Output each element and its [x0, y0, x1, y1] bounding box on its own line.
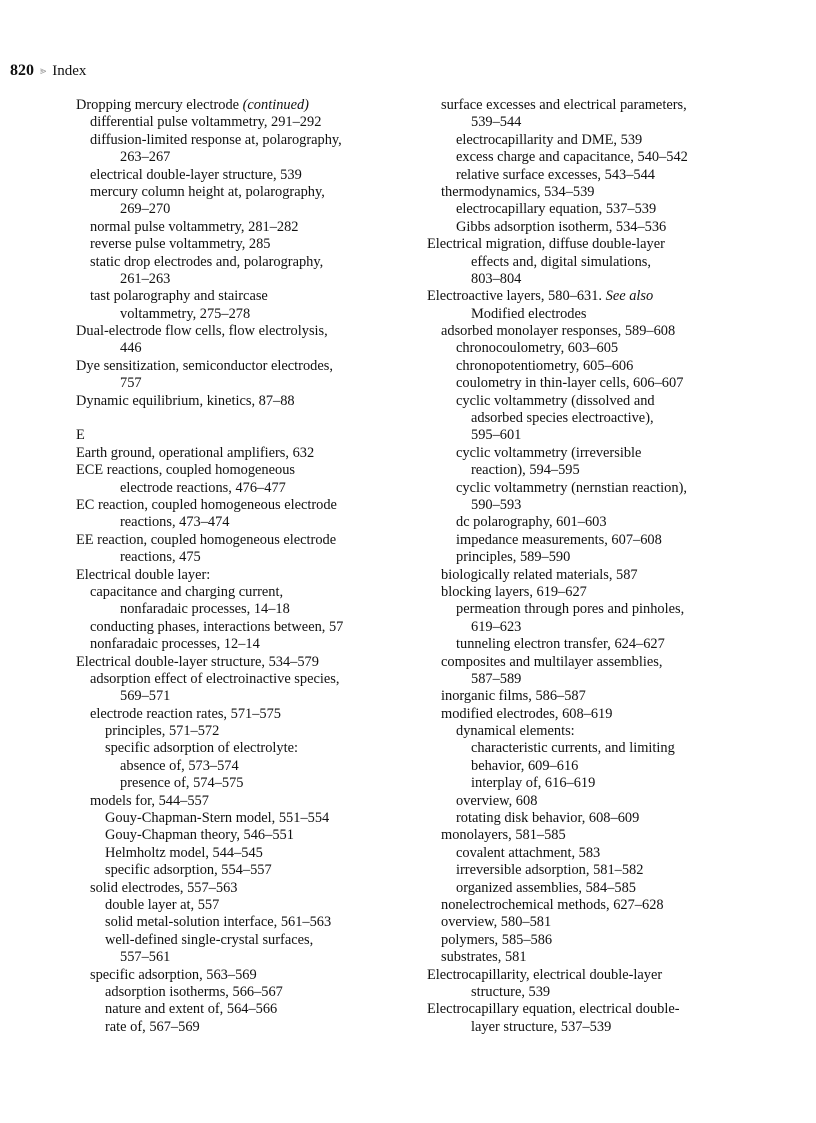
entry-text: 619–623: [471, 618, 522, 635]
entry-text: Gouy-Chapman theory, 546–551: [105, 827, 294, 844]
entry-text: Electrocapillary equation, electrical double-: [427, 1001, 680, 1018]
index-entry: [427, 810, 767, 827]
entry-text: 757: [120, 375, 142, 392]
index-entry: [76, 845, 406, 862]
entry-text: overview, 580–581: [441, 914, 552, 931]
entry-text: Electrocapillarity, electrical double-layer: [427, 966, 663, 983]
section-letter: [76, 427, 406, 444]
index-entry: [427, 532, 767, 549]
index-entry: [76, 758, 406, 775]
index-entry: [76, 723, 406, 740]
index-entry: [427, 862, 767, 879]
header-arrow-icon: ⪢: [40, 65, 47, 77]
index-entry: [427, 1001, 767, 1018]
entry-text: Helmholtz model, 544–545: [105, 844, 263, 861]
page-number: 820: [10, 62, 34, 79]
entry-text: 587–589: [471, 670, 522, 687]
index-entry: [76, 984, 406, 1001]
entry-text: tast polarography and staircase: [90, 288, 268, 305]
entry-text: voltammetry, 275–278: [120, 305, 251, 322]
entry-text: 590–593: [471, 496, 522, 513]
index-entry: [76, 254, 406, 271]
entry-text: Dynamic equilibrium, kinetics, 87–88: [76, 392, 295, 409]
index-entry: [76, 393, 406, 410]
index-entry: [427, 97, 767, 114]
index-entry: [76, 288, 406, 305]
index-entry: [427, 340, 767, 357]
index-entry: [427, 914, 767, 931]
entry-text: solid metal-solution interface, 561–563: [105, 914, 332, 931]
index-entry: [76, 897, 406, 914]
entry-text: reactions, 475: [120, 549, 201, 566]
index-entry: [427, 149, 767, 166]
index-entry: [76, 514, 406, 531]
entry-text: excess charge and capacitance, 540–542: [456, 149, 688, 166]
entry-text: mercury column height at, polarography,: [90, 183, 325, 200]
index-entry: [427, 410, 767, 427]
index-entry: [427, 845, 767, 862]
index-entry: [427, 549, 767, 566]
index-entry: [427, 654, 767, 671]
entry-text: covalent attachment, 583: [456, 844, 601, 861]
entry-text: nonfaradaic processes, 14–18: [120, 601, 290, 618]
entry-text: nonfaradaic processes, 12–14: [90, 636, 260, 653]
entry-text: specific adsorption of electrolyte:: [105, 740, 299, 757]
index-entry: [76, 480, 406, 497]
entry-text: E: [76, 427, 85, 444]
index-entry: [76, 462, 406, 479]
index-entry: [427, 167, 767, 184]
index-entry: [76, 827, 406, 844]
entry-text: adsorbed monolayer responses, 589–608: [441, 323, 676, 340]
blank-line: [76, 410, 406, 427]
entry-text: 269–270: [120, 201, 171, 218]
index-entry: [427, 584, 767, 601]
index-entry: [427, 427, 767, 444]
entry-text: Modified electrodes: [471, 305, 587, 322]
index-entry: [76, 323, 406, 340]
entry-text: blocking layers, 619–627: [441, 583, 587, 600]
entry-text: normal pulse voltammetry, 281–282: [90, 218, 299, 235]
index-entry: [76, 740, 406, 757]
index-entry: [76, 1001, 406, 1018]
entry-text: modified electrodes, 608–619: [441, 705, 613, 722]
entry-text: cyclic voltammetry (irreversible: [456, 444, 642, 461]
entry-text: overview, 608: [456, 792, 538, 809]
entry-text: specific adsorption, 554–557: [105, 862, 272, 879]
entry-text: Dropping mercury electrode: [76, 97, 243, 113]
entry-text: characteristic currents, and limiting: [471, 740, 675, 757]
index-entry: [76, 271, 406, 288]
entry-text: inorganic films, 586–587: [441, 688, 586, 705]
index-entry: [427, 706, 767, 723]
index-entry: [427, 288, 767, 305]
entry-text: capacitance and charging current,: [90, 583, 284, 600]
entry-text: 557–561: [120, 949, 171, 966]
index-entry: [76, 236, 406, 253]
entry-text: coulometry in thin-layer cells, 606–607: [456, 375, 684, 392]
index-entry: [427, 567, 767, 584]
index-entry: [427, 758, 767, 775]
entry-text: cyclic voltammetry (dissolved and: [456, 392, 655, 409]
entry-text: reaction), 594–595: [471, 462, 580, 479]
index-entry: [427, 254, 767, 271]
entry-text: behavior, 609–616: [471, 757, 579, 774]
index-entry: [76, 184, 406, 201]
entry-text: tunneling electron transfer, 624–627: [456, 636, 665, 653]
entry-text: well-defined single-crystal surfaces,: [105, 931, 314, 948]
index-entry: [76, 584, 406, 601]
index-entry: [76, 688, 406, 705]
index-entry: [76, 967, 406, 984]
section-title: Index: [52, 63, 87, 79]
index-entry: [76, 445, 406, 462]
index-entry: [427, 827, 767, 844]
index-entry: [76, 201, 406, 218]
entry-text: differential pulse voltammetry, 291–292: [90, 114, 322, 131]
index-entry: [76, 497, 406, 514]
index-entry: [427, 740, 767, 757]
entry-text: chronocoulometry, 603–605: [456, 340, 619, 357]
entry-text: cyclic voltammetry (nernstian reaction),: [456, 479, 687, 496]
entry-text: permeation through pores and pinholes,: [456, 601, 685, 618]
entry-text: Electroactive layers, 580–631.: [427, 288, 606, 305]
entry-text: composites and multilayer assemblies,: [441, 653, 663, 670]
index-entry: [76, 219, 406, 236]
entry-text: solid electrodes, 557–563: [90, 879, 238, 896]
index-entry: [76, 914, 406, 931]
entry-text: electrocapillary equation, 537–539: [456, 201, 657, 218]
entry-text: ECE reactions, coupled homogeneous: [76, 462, 296, 479]
index-entry: [427, 723, 767, 740]
index-entry: [76, 793, 406, 810]
index-entry: [427, 984, 767, 1001]
index-entry: [427, 967, 767, 984]
entry-text: electrode reaction rates, 571–575: [90, 705, 281, 722]
entry-text: irreversible adsorption, 581–582: [456, 862, 644, 879]
index-entry: [76, 932, 406, 949]
index-entry: [427, 132, 767, 149]
index-entry: [427, 445, 767, 462]
index-entry: [76, 654, 406, 671]
entry-text: EC reaction, coupled homogeneous electrode: [76, 496, 337, 513]
entry-text: reactions, 473–474: [120, 514, 230, 531]
index-entry: [76, 880, 406, 897]
entry-text: impedance measurements, 607–608: [456, 531, 662, 548]
entry-text: EE reaction, coupled homogeneous electrode: [76, 531, 337, 548]
index-entry: [427, 688, 767, 705]
index-entry: [427, 375, 767, 392]
entry-text: effects and, digital simulations,: [471, 253, 651, 270]
entry-text: nonelectrochemical methods, 627–628: [441, 896, 664, 913]
entry-text: Gibbs adsorption isotherm, 534–536: [456, 218, 667, 235]
entry-text: diffusion-limited response at, polarography,: [90, 131, 342, 148]
index-entry: [76, 340, 406, 357]
index-entry: [427, 880, 767, 897]
index-entry: [427, 236, 767, 253]
index-entry: [76, 775, 406, 792]
entry-text: Earth ground, operational amplifiers, 632: [76, 444, 315, 461]
entry-text: Gouy-Chapman-Stern model, 551–554: [105, 810, 330, 827]
entry-text: rotating disk behavior, 608–609: [456, 810, 640, 827]
entry-text: polymers, 585–586: [441, 931, 553, 948]
index-entry: [427, 1019, 767, 1036]
entry-text: interplay of, 616–619: [471, 775, 596, 792]
entry-text: Dual-electrode flow cells, flow electrolysis,: [76, 323, 328, 340]
index-entry: [427, 462, 767, 479]
entry-text: static drop electrodes and, polarography,: [90, 253, 324, 270]
entry-text: 569–571: [120, 688, 171, 705]
entry-text: surface excesses and electrical parameters,: [441, 97, 687, 113]
index-entry: [76, 706, 406, 723]
index-entry: [427, 480, 767, 497]
index-entry: [76, 97, 406, 114]
index-entry: [76, 636, 406, 653]
entry-text: relative surface excesses, 543–544: [456, 166, 655, 183]
index-entry: [76, 132, 406, 149]
index-entry: [76, 306, 406, 323]
entry-text: electrocapillarity and DME, 539: [456, 131, 643, 148]
entry-text: biologically related materials, 587: [441, 566, 638, 583]
entry-text: thermodynamics, 534–539: [441, 183, 595, 200]
entry-text: Dye sensitization, semiconductor electrodes,: [76, 357, 333, 374]
entry-text: organized assemblies, 584–585: [456, 879, 636, 896]
index-entry: [76, 1019, 406, 1036]
index-entry: [76, 862, 406, 879]
entry-text: adsorption isotherms, 566–567: [105, 983, 283, 1000]
index-entry: [76, 671, 406, 688]
index-entry: [427, 323, 767, 340]
index-entry: [76, 532, 406, 549]
entry-text: electrode reactions, 476–477: [120, 479, 286, 496]
entry-text: principles, 571–572: [105, 723, 220, 740]
entry-text: double layer at, 557: [105, 896, 220, 913]
entry-text: chronopotentiometry, 605–606: [456, 357, 634, 374]
index-entry: [427, 619, 767, 636]
index-entry: [76, 601, 406, 618]
entry-text: principles, 589–590: [456, 549, 571, 566]
entry-text: substrates, 581: [441, 949, 527, 966]
entry-text: nature and extent of, 564–566: [105, 1001, 278, 1018]
index-entry: [76, 567, 406, 584]
entry-text: absence of, 573–574: [120, 757, 239, 774]
entry-text: 539–544: [471, 114, 522, 131]
entry-text: 595–601: [471, 427, 522, 444]
index-entry: [427, 775, 767, 792]
entry-text: Electrical double layer:: [76, 566, 211, 583]
index-entry: [427, 393, 767, 410]
index-entry: [76, 375, 406, 392]
index-entry: [76, 810, 406, 827]
entry-text: structure, 539: [471, 983, 551, 1000]
index-entry: [427, 671, 767, 688]
entry-italic-text: See also: [605, 288, 654, 305]
index-column-right: [427, 97, 767, 1036]
entry-text: models for, 544–557: [90, 792, 209, 809]
entry-text: adsorption effect of electroinactive species,: [90, 670, 340, 687]
index-entry: [427, 949, 767, 966]
entry-text: reverse pulse voltammetry, 285: [90, 236, 271, 253]
entry-text: layer structure, 537–539: [471, 1018, 612, 1035]
index-entry: [76, 949, 406, 966]
index-entry: [76, 358, 406, 375]
index-entry: [427, 497, 767, 514]
entry-text: presence of, 574–575: [120, 775, 244, 792]
entry-text: Electrical double-layer structure, 534–579: [76, 653, 319, 670]
index-entry: [427, 793, 767, 810]
index-entry: [427, 636, 767, 653]
index-entry: [427, 184, 767, 201]
index-entry: [427, 897, 767, 914]
index-entry: [76, 619, 406, 636]
entry-text: 446: [120, 340, 142, 357]
index-entry: [76, 167, 406, 184]
entry-text: specific adsorption, 563–569: [90, 966, 257, 983]
index-entry: [427, 514, 767, 531]
running-header: [10, 61, 86, 82]
entry-text: Electrical migration, diffuse double-layer: [427, 236, 665, 253]
index-entry: [427, 271, 767, 288]
entry-text: 803–804: [471, 270, 522, 287]
entry-text: rate of, 567–569: [105, 1018, 200, 1035]
index-entry: [76, 114, 406, 131]
index-entry: [427, 932, 767, 949]
index-entry: [76, 149, 406, 166]
index-entry: [427, 114, 767, 131]
entry-text: electrical double-layer structure, 539: [90, 166, 302, 183]
index-entry: [427, 601, 767, 618]
entry-text: dc polarography, 601–603: [456, 514, 607, 531]
index-entry: [427, 306, 767, 323]
entry-text: adsorbed species electroactive),: [471, 410, 654, 427]
entry-italic-text: (continued): [242, 97, 309, 113]
index-entry: [427, 201, 767, 218]
entry-text: monolayers, 581–585: [441, 827, 566, 844]
index-entry: [76, 549, 406, 566]
index-entry: [427, 219, 767, 236]
entry-text: 261–263: [120, 270, 171, 287]
entry-text: 263–267: [120, 149, 171, 166]
index-entry: [427, 358, 767, 375]
entry-text: dynamical elements:: [456, 723, 575, 740]
entry-text: conducting phases, interactions between, 57: [90, 618, 344, 635]
index-column-left: [76, 97, 406, 1036]
